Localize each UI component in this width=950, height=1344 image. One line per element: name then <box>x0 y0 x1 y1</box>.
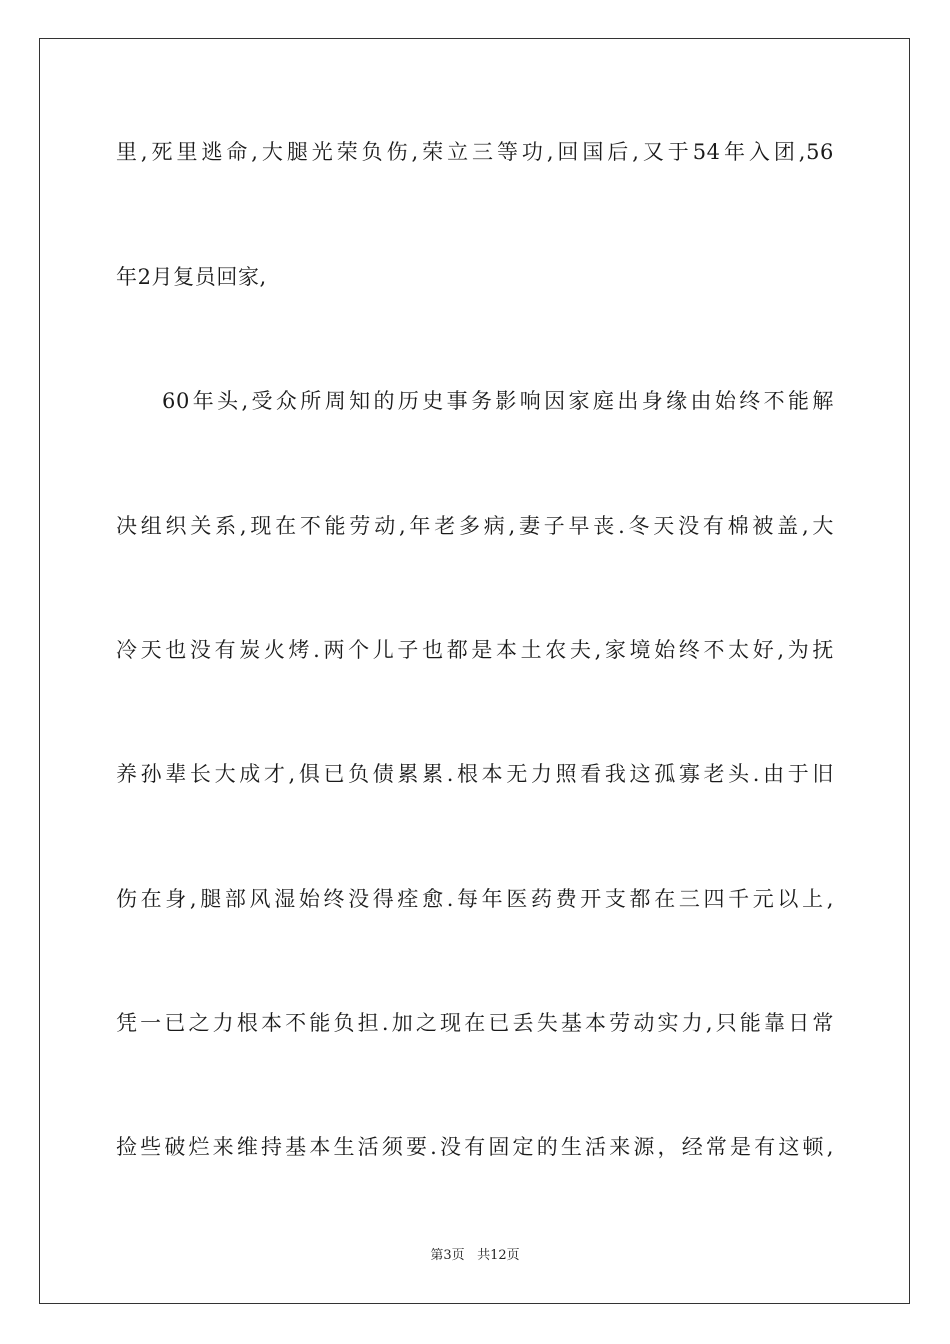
page-number: 第3页 <box>430 1248 465 1263</box>
page-footer <box>0 1247 950 1265</box>
body-line-1: 里,死里逃命,大腿光荣负伤,荣立三等功,回国后,又于54年入团,56 <box>116 140 834 164</box>
body-line-5: 冷天也没有炭火烤.两个儿子也都是本土农夫,家境始终不太好,为抚 <box>116 638 834 662</box>
body-line-4: 决组织关系,现在不能劳动,年老多病,妻子早丧.冬天没有棉被盖,大 <box>116 514 834 538</box>
body-line-8: 凭一已之力根本不能负担.加之现在已丢失基本劳动实力,只能靠日常 <box>116 1011 834 1035</box>
body-line-2: 年2月复员回家, <box>116 265 267 289</box>
body-line-9: 捡些破烂来维持基本生活须要.没有固定的生活来源，经常是有这顿, <box>116 1135 834 1159</box>
body-line-7: 伤在身,腿部风湿始终没得痊愈.每年医药费开支都在三四千元以上, <box>116 887 834 911</box>
body-line-3: 60年头,受众所周知的历史事务影响因家庭出身缘由始终不能解 <box>162 389 834 413</box>
page-border <box>39 38 910 1304</box>
body-line-6: 养孙辈长大成才,俱已负债累累.根本无力照看我这孤寡老头.由于旧 <box>116 762 834 786</box>
page-total: 共12页 <box>477 1248 520 1263</box>
